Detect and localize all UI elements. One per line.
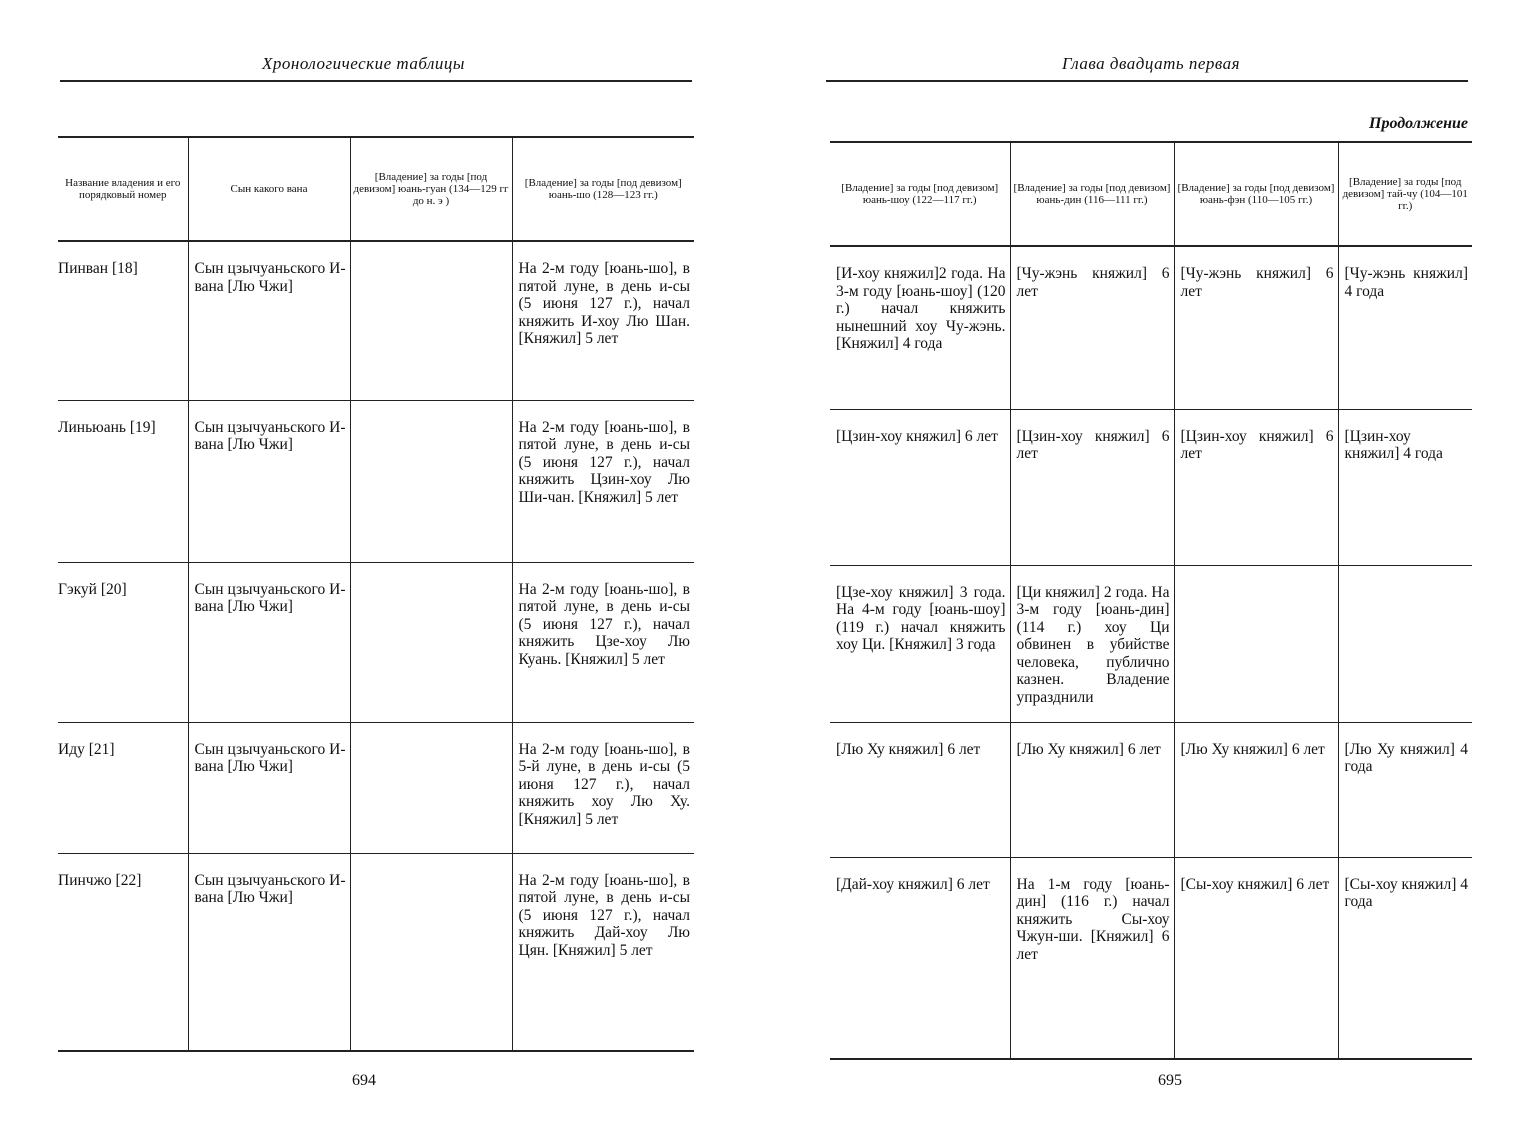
table-row — [830, 857, 1472, 1059]
table-row — [58, 400, 694, 562]
head-rule — [826, 80, 1468, 82]
running-head: Глава двадцать первая — [1062, 54, 1241, 73]
cell-yuan-feng: [Сы-хоу княжил] 6 лет — [1174, 857, 1338, 1059]
cell-yuan-shuo: На 2-м году [юань-шо], в 5-й луне, в день и-сы (5 июня 127 г.), начал княжить хоу Лю Ху. [Княжил] 5 лет — [512, 722, 694, 853]
table-row — [830, 565, 1472, 722]
table-row — [830, 722, 1472, 857]
cell-yuan-shuo: На 2-м году [юань-шо], в пятой луне, в день и-сы (5 июня 127 г.), начал княжить Цзин-хоу Лю Ши-чан. [Княжил] 5 лет — [512, 400, 694, 562]
cell-yuan-feng: [Лю Ху княжил] 6 лет — [1174, 722, 1338, 857]
cell-yuan-guang — [350, 853, 512, 1051]
table-row — [58, 853, 694, 1051]
cell-tai-chu: [Чу-жэнь княжил] 4 года — [1338, 246, 1472, 409]
cell-father: Сын цзычуаньского И-вана [Лю Чжи] — [188, 400, 350, 562]
column-header: [Владение] за годы [под девизом] юань-фэн (110—105 гг.) — [1174, 142, 1338, 246]
cell-yuan-guang — [350, 722, 512, 853]
left-page — [0, 0, 760, 1144]
cell-yuan-feng — [1174, 565, 1338, 722]
column-header: [Владение] за годы [под девизом] юань-шоу (122—117 гг.) — [830, 142, 1010, 246]
cell-father: Сын цзычуаньского И-вана [Лю Чжи] — [188, 722, 350, 853]
table-header-row — [58, 137, 694, 241]
cell-tai-chu: [Цзин-хоу княжил] 4 года — [1338, 409, 1472, 565]
cell-domain-name: Пинчжо [22] — [58, 853, 188, 1051]
cell-yuan-feng: [Чу-жэнь княжил] 6 лет — [1174, 246, 1338, 409]
cell-yuan-guang — [350, 562, 512, 722]
chronology-table-right — [830, 141, 1472, 1060]
cell-yuan-shuo: На 2-м году [юань-шо], в пятой луне, в день и-сы (5 июня 127 г.), начал княжить Цзе-хоу Лю Куань. [Княжил] 5 лет — [512, 562, 694, 722]
table-row — [58, 241, 694, 400]
table-row — [830, 409, 1472, 565]
cell-yuan-shou: [Лю Ху княжил] 6 лет — [830, 722, 1010, 857]
cell-tai-chu — [1338, 565, 1472, 722]
cell-yuan-ding: [Лю Ху княжил] 6 лет — [1010, 722, 1174, 857]
cell-yuan-ding: [Цзин-хоу княжил] 6 лет — [1010, 409, 1174, 565]
cell-domain-name: Иду [21] — [58, 722, 188, 853]
cell-yuan-shuo: На 2-м году [юань-шо], в пятой луне, в день и-сы (5 июня 127 г.), начал княжить И-хоу Лю Шан. [Княжил] 5 лет — [512, 241, 694, 400]
cell-yuan-shou: [Цзин-хоу княжил] 6 лет — [830, 409, 1010, 565]
cell-yuan-shou: [Цзе-хоу княжил] 3 года. На 4-м году [юань-шоу] (119 г.) начал княжить хоу Ци. [Княжил] 3 года — [830, 565, 1010, 722]
cell-yuan-guang — [350, 400, 512, 562]
cell-father: Сын цзычуаньского И-вана [Лю Чжи] — [188, 241, 350, 400]
cell-yuan-shou: [Дай-хоу княжил] 6 лет — [830, 857, 1010, 1059]
cell-yuan-ding: [Ци княжил] 2 года. На 3-м году [юань-дин] (114 г.) хоу Ци обвинен в убийстве человека, публично казнен. Владение упразднили — [1010, 565, 1174, 722]
cell-yuan-ding: На 1-м году [юань-дин] (116 г.) начал княжить Сы-хоу Чжун-ши. [Княжил] 6 лет — [1010, 857, 1174, 1059]
cell-domain-name: Пинван [18] — [58, 241, 188, 400]
cell-yuan-shou: [И-хоу княжил]2 года. На 3-м году [юань-шоу] (120 г.) начал княжить нынешний хоу Чу-жэнь. [Княжил] 4 года — [830, 246, 1010, 409]
column-header: [Владение] за годы [под девизом] тай-чу (104—101 гг.) — [1338, 142, 1472, 246]
head-rule — [60, 80, 692, 82]
table-row — [58, 722, 694, 853]
chronology-table-left — [58, 136, 694, 1052]
table-row — [830, 246, 1472, 409]
table-header-row — [830, 142, 1472, 246]
column-header: [Владение] за годы [под девизом] юань-шо (128—123 гг.) — [512, 137, 694, 241]
cell-father: Сын цзычуаньского И-вана [Лю Чжи] — [188, 562, 350, 722]
column-header: Название владения и его порядковый номер — [58, 137, 188, 241]
running-head: Хронологические таблицы — [262, 54, 465, 73]
page-number: 694 — [352, 1072, 376, 1089]
cell-yuan-shuo: На 2-м году [юань-шо], в пятой луне, в день и-сы (5 июня 127 г.), начал княжить Дай-хоу Лю Цян. [Княжил] 5 лет — [512, 853, 694, 1051]
cell-tai-chu: [Лю Ху княжил] 4 года — [1338, 722, 1472, 857]
column-header: Сын какого вана — [188, 137, 350, 241]
column-header: [Владение] за годы [под девизом] юань-гуан (134—129 гг до н. э ) — [350, 137, 512, 241]
column-header: [Владение] за годы [под девизом] юань-дин (116—111 гг.) — [1010, 142, 1174, 246]
right-page — [760, 0, 1526, 1144]
table-row — [58, 562, 694, 722]
cell-father: Сын цзычуаньского И-вана [Лю Чжи] — [188, 853, 350, 1051]
cell-yuan-guang — [350, 241, 512, 400]
cell-tai-chu: [Сы-хоу княжил] 4 года — [1338, 857, 1472, 1059]
cell-yuan-feng: [Цзин-хоу княжил] 6 лет — [1174, 409, 1338, 565]
page-number: 695 — [1158, 1072, 1182, 1089]
cell-domain-name: Гэкуй [20] — [58, 562, 188, 722]
continuation-label: Продолжение — [1369, 115, 1468, 132]
cell-yuan-ding: [Чу-жэнь княжил] 6 лет — [1010, 246, 1174, 409]
cell-domain-name: Линьюань [19] — [58, 400, 188, 562]
